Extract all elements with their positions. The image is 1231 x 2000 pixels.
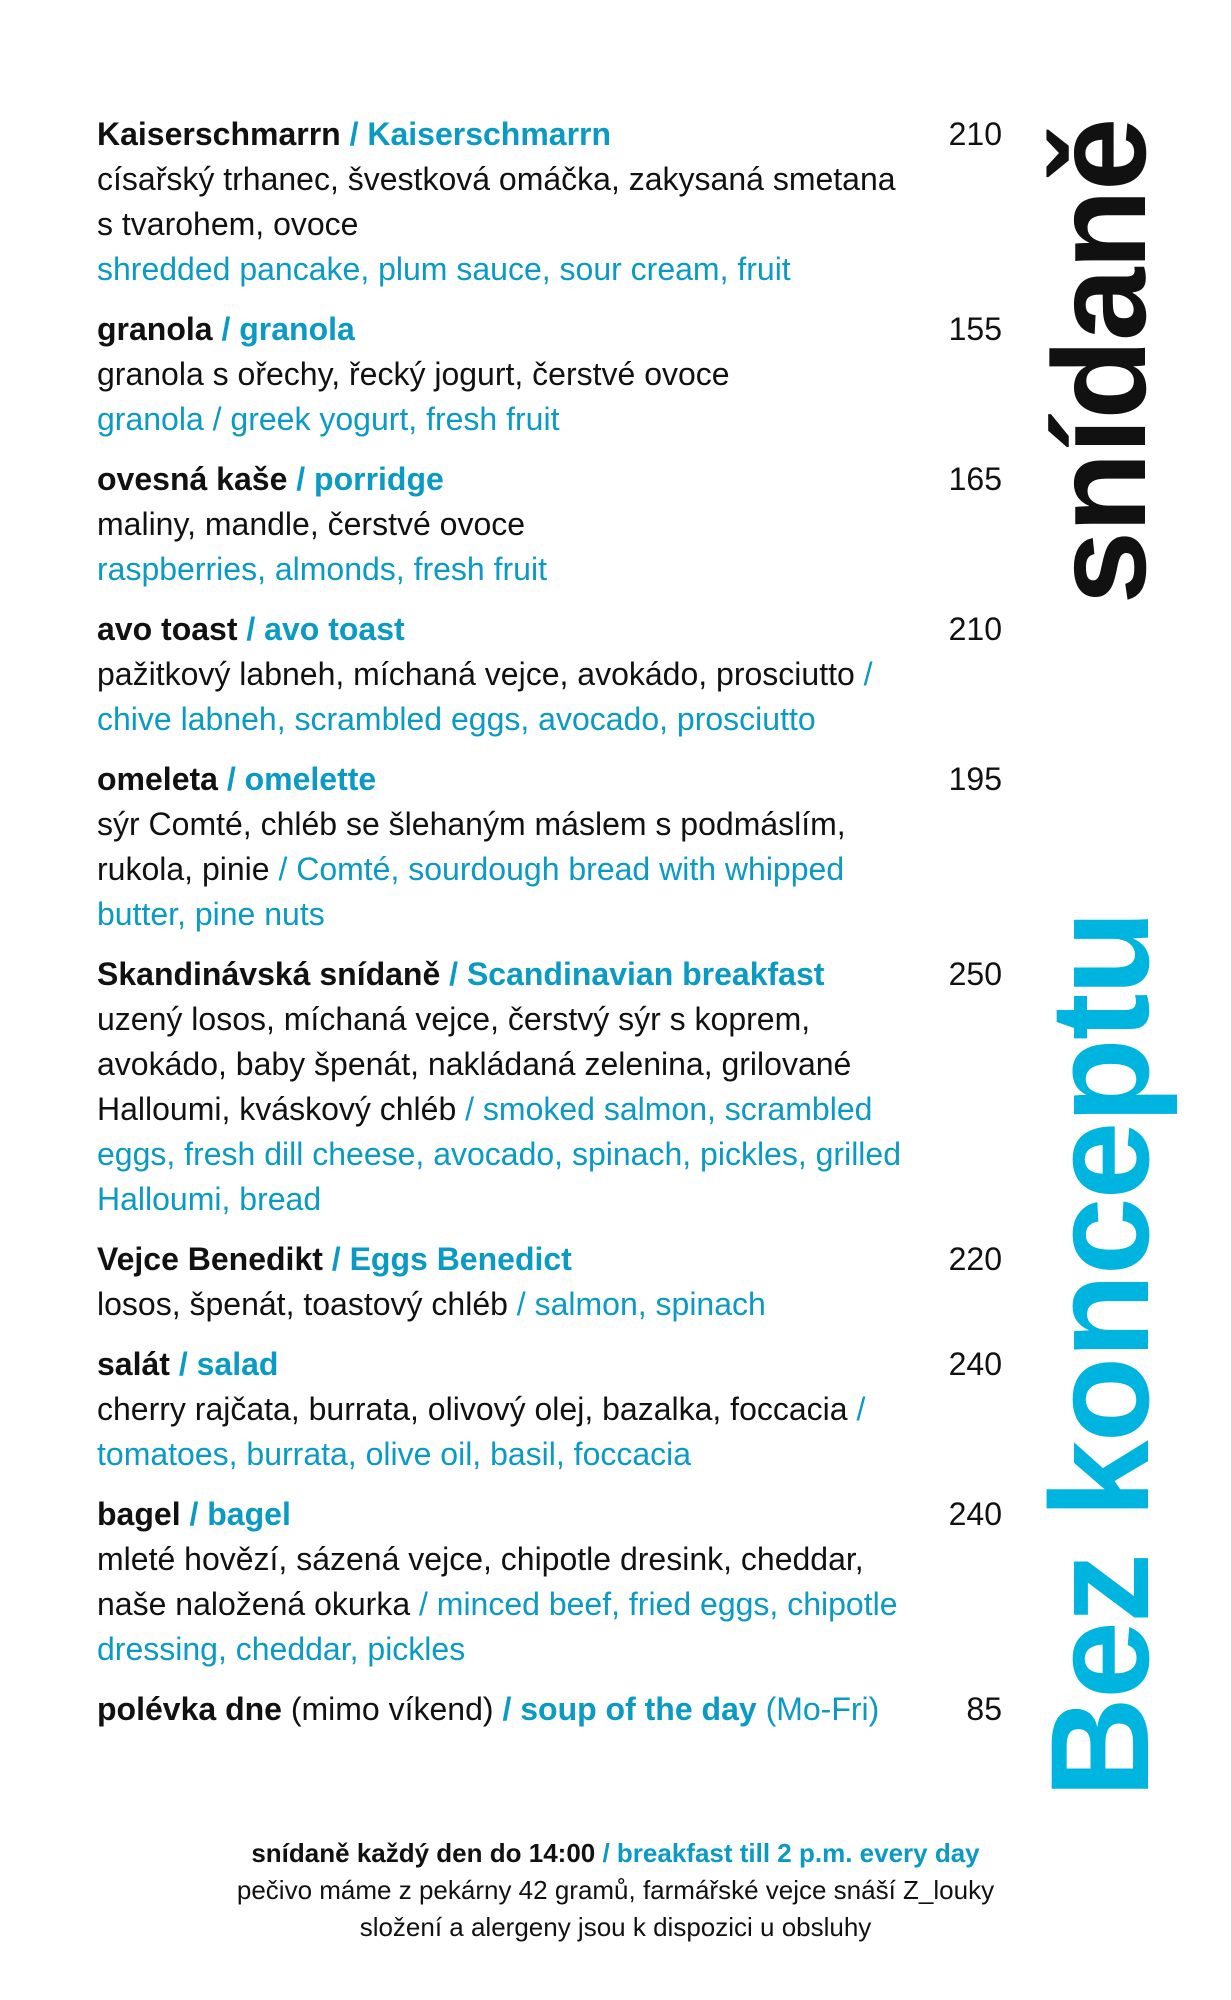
item-price: 240 bbox=[948, 1346, 1002, 1382]
item-price: 210 bbox=[948, 611, 1002, 647]
item-name: salát / salad bbox=[97, 1346, 279, 1382]
footer-bakery-note: pečivo máme z pekárny 42 gramů, farmářské vejce snáší Z_louky bbox=[236, 1875, 995, 1905]
item-name: granola / granola bbox=[97, 311, 355, 347]
menu-item-granola bbox=[97, 307, 1002, 442]
item-name: Skandinávská snídaně / Scandinavian breakfast bbox=[97, 956, 825, 992]
menu-item-avo-toast bbox=[97, 607, 1002, 742]
item-price: 210 bbox=[948, 116, 1002, 152]
brand-title bbox=[1021, 911, 1178, 1799]
brand-title-text: Bez konceptu bbox=[1021, 911, 1178, 1799]
menu-item-scandinavian-breakfast bbox=[97, 952, 1002, 1222]
item-name: polévka dne (mimo víkend) / soup of the day (Mo-Fri) bbox=[97, 1691, 880, 1727]
item-price: 195 bbox=[948, 761, 1002, 797]
item-price: 250 bbox=[948, 956, 1002, 992]
item-name: omeleta / omelette bbox=[97, 761, 377, 797]
item-description: uzený losos, míchaná vejce, čerstvý sýr s koprem, avokádo, baby špenát, nakládaná zelenina, grilované Halloumi, kváskový chléb / smoked salmon, scrambled eggs, fresh dill cheese, avocado, spinach, pickles, grilled Halloumi, bread bbox=[97, 1001, 901, 1217]
item-name: avo toast / avo toast bbox=[97, 611, 405, 647]
footer-hours: snídaně každý den do 14:00 / breakfast till 2 p.m. every day bbox=[251, 1838, 980, 1868]
item-description: pažitkový labneh, míchaná vejce, avokádo, prosciutto / chive labneh, scrambled eggs, avocado, prosciutto bbox=[97, 656, 873, 737]
footer-allergens-note: složení a alergeny jsou k dispozici u obsluhy bbox=[359, 1912, 872, 1942]
menu-item-salad bbox=[97, 1342, 1002, 1477]
menu-list bbox=[97, 112, 1002, 1732]
menu-item-porridge bbox=[97, 457, 1002, 592]
menu-item-soup-of-the-day bbox=[97, 1687, 1002, 1732]
item-description: císařský trhanec, švestková omáčka, zakysaná smetana s tvarohem, ovoce shredded pancake, plum sauce, sour cream, fruit bbox=[97, 161, 896, 287]
item-description: mleté hovězí, sázená vejce, chipotle dresink, cheddar, naše naložená okurka / minced beef, fried eggs, chipotle dressing, cheddar, pickles bbox=[97, 1541, 898, 1667]
section-title-text: snídaně bbox=[1026, 119, 1173, 605]
item-price: 240 bbox=[948, 1496, 1002, 1532]
footer-notes bbox=[0, 1835, 1231, 1946]
item-description: maliny, mandle, čerstvé ovoce raspberries, almonds, fresh fruit bbox=[97, 506, 547, 587]
item-description: cherry rajčata, burrata, olivový olej, bazalka, foccacia / tomatoes, burrata, olive oil, basil, foccacia bbox=[97, 1391, 866, 1472]
item-price: 85 bbox=[966, 1691, 1002, 1727]
item-price: 220 bbox=[948, 1241, 1002, 1277]
item-name: Kaiserschmarrn / Kaiserschmarrn bbox=[97, 116, 612, 152]
item-name: Vejce Benedikt / Eggs Benedict bbox=[97, 1241, 572, 1277]
item-name: ovesná kaše / porridge bbox=[97, 461, 444, 497]
item-description: losos, špenát, toastový chléb / salmon, spinach bbox=[97, 1286, 766, 1322]
menu-item-eggs-benedict bbox=[97, 1237, 1002, 1327]
item-description: sýr Comté, chléb se šlehaným máslem s podmáslím, rukola, pinie / Comté, sourdough bread with whipped butter, pine nuts bbox=[97, 806, 846, 932]
section-title bbox=[1026, 112, 1173, 612]
item-name: bagel / bagel bbox=[97, 1496, 291, 1532]
item-price: 155 bbox=[948, 311, 1002, 347]
menu-item-kaiserschmarrn bbox=[97, 112, 1002, 292]
menu-item-bagel bbox=[97, 1492, 1002, 1672]
item-description: granola s ořechy, řecký jogurt, čerstvé ovoce granola / greek yogurt, fresh fruit bbox=[97, 356, 730, 437]
item-price: 165 bbox=[948, 461, 1002, 497]
menu-item-omelette bbox=[97, 757, 1002, 937]
